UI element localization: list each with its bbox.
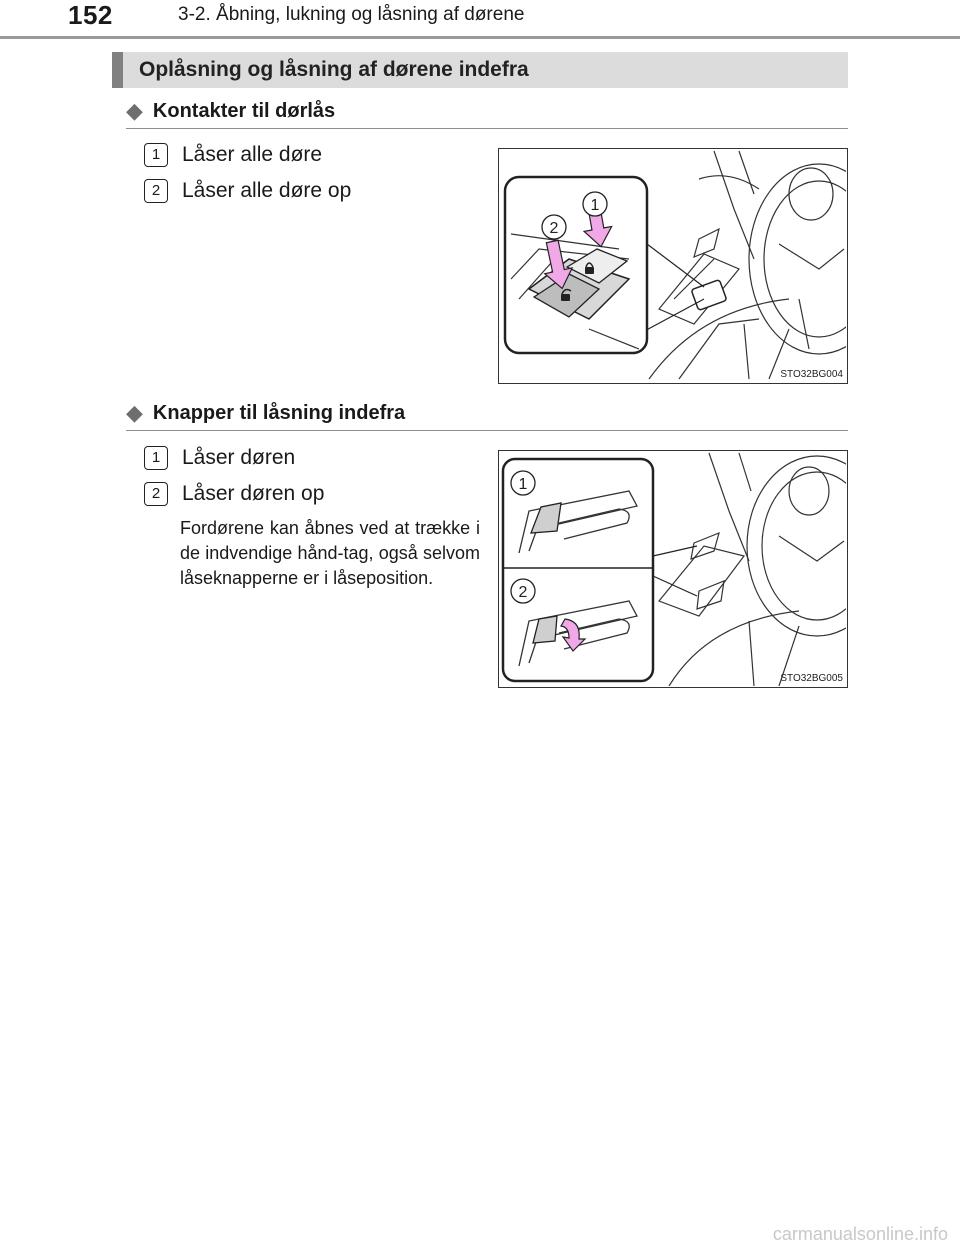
list-item-text: Låser døren	[182, 446, 296, 469]
section-title: Oplåsning og låsning af dørene indefra	[139, 58, 529, 81]
figure-inside-lock-button	[498, 450, 848, 688]
step-number-badge: 2	[144, 179, 168, 203]
step-number-badge: 1	[144, 446, 168, 470]
list-item-text: Låser alle døre	[182, 143, 323, 166]
callout-1: 1	[590, 197, 600, 214]
subheading-text: Kontakter til dørlås	[152, 99, 336, 122]
figure-code: STO32BG005	[780, 673, 843, 684]
inside-lock-button-illustration	[499, 451, 846, 686]
list-item	[144, 446, 295, 470]
list-item	[144, 179, 351, 203]
list-item-text: Låser døren op	[182, 482, 325, 505]
step-number-badge: 1	[144, 143, 168, 167]
subheading-door-lock-switches	[126, 98, 335, 124]
subheading-divider	[126, 128, 848, 129]
callout-2: 2	[549, 220, 559, 237]
list-item	[144, 143, 322, 167]
door-lock-switch-illustration	[499, 149, 846, 382]
diamond-bullet-icon: ◆	[126, 400, 143, 425]
watermark: carmanualsonline.info	[772, 1224, 948, 1244]
step-number-badge: 2	[144, 482, 168, 506]
note-paragraph: Fordørene kan åbnes ved at trække i de indvendige hånd-tag, også selvom låseknapperne er i låseposition.	[180, 518, 480, 588]
callout-2: 2	[518, 584, 528, 601]
header-divider	[0, 36, 960, 39]
list-item	[144, 482, 324, 506]
chapter-title: 3-2. Åbning, lukning og låsning af dørene	[178, 4, 525, 25]
figure-door-lock-switch	[498, 148, 848, 384]
list-item-text: Låser alle døre op	[182, 179, 352, 202]
subheading-inside-lock-buttons	[126, 400, 405, 426]
section-title-bar	[112, 52, 848, 88]
figure-code: STO32BG004	[780, 369, 843, 380]
diamond-bullet-icon: ◆	[126, 98, 143, 123]
subheading-text: Knapper til låsning indefra	[152, 401, 406, 424]
callout-1: 1	[518, 476, 528, 493]
subheading-divider	[126, 430, 848, 431]
page-number: 152	[68, 0, 113, 30]
